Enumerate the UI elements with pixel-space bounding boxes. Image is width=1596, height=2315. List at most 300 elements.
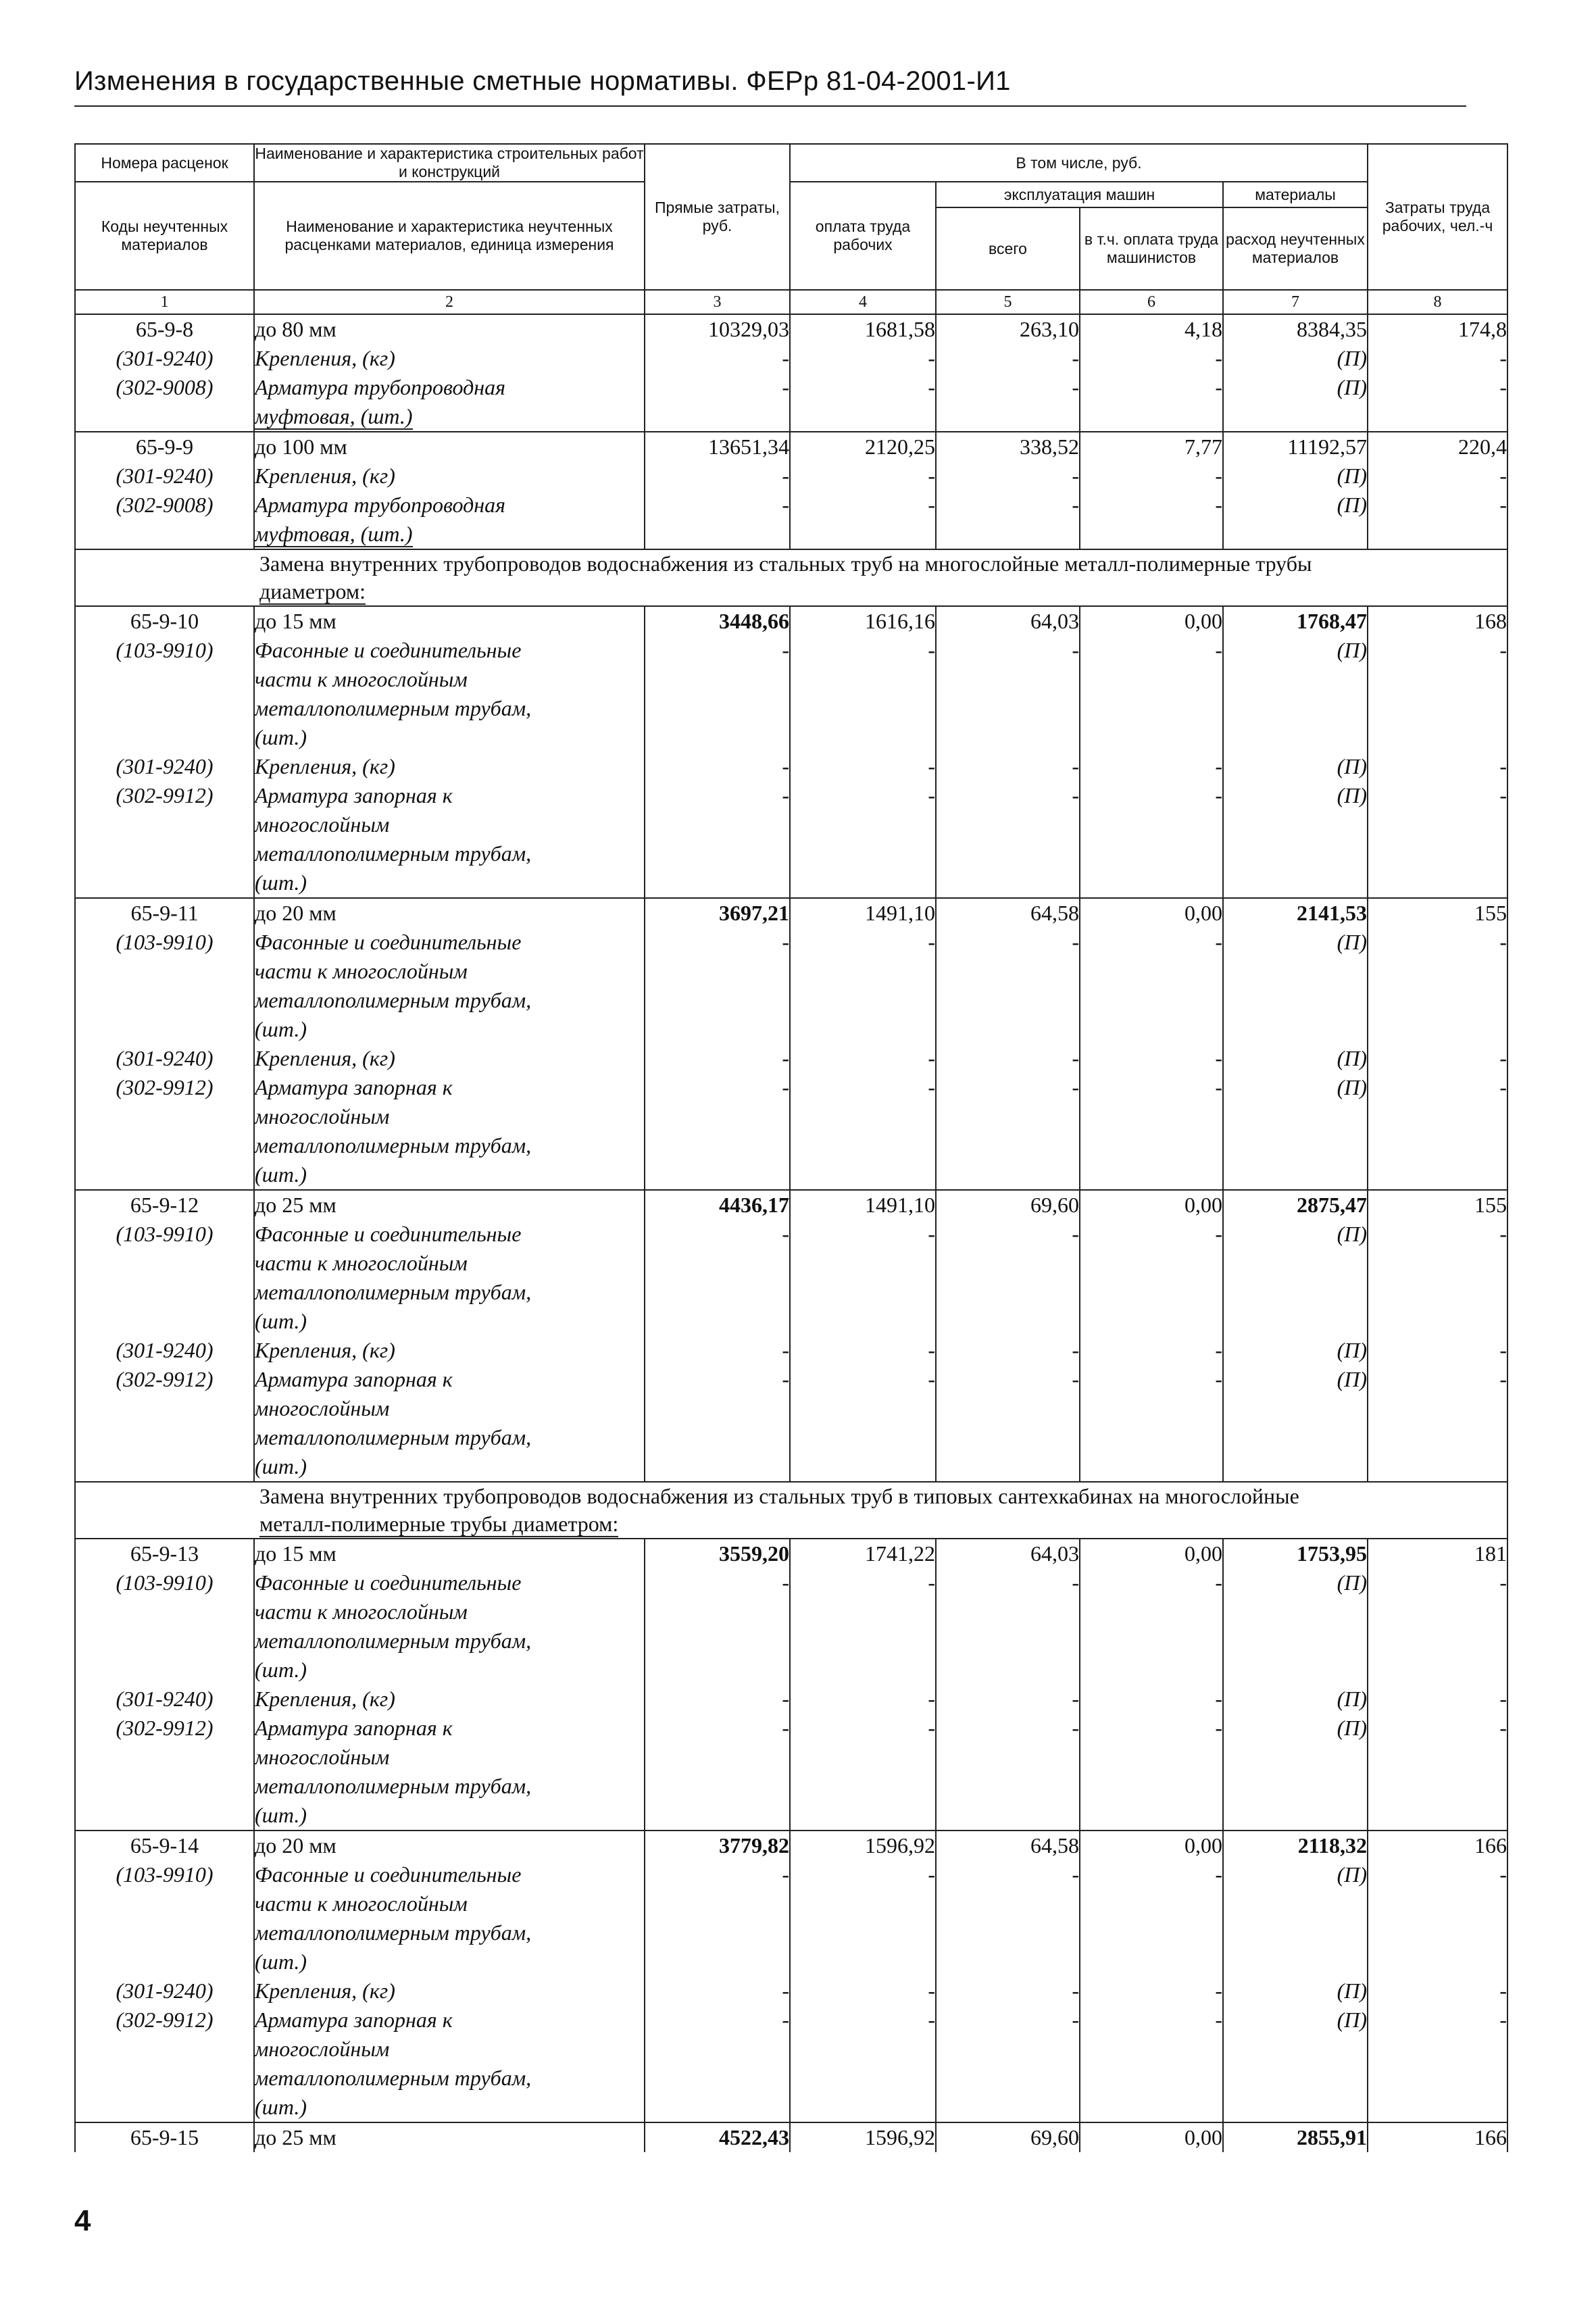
machines-total: -	[936, 781, 1080, 810]
material-row	[75, 1947, 1507, 1976]
materials-value: (П)	[1223, 373, 1368, 402]
labor-pay	[790, 694, 936, 723]
name-text: многослойным	[255, 1396, 390, 1420]
running-header: Изменения в государственные сметные нормативы. ФЕРр 81-04-2001-И1	[74, 66, 1011, 96]
labor-hours: -	[1368, 1976, 1507, 2006]
labor-hours: 181	[1368, 1539, 1507, 1568]
direct-costs	[645, 1249, 790, 1278]
material-code	[75, 665, 254, 694]
material-code	[75, 2093, 254, 2122]
column-number: 6	[1080, 290, 1223, 314]
direct-costs	[645, 694, 790, 723]
direct-costs: -	[645, 1336, 790, 1365]
direct-costs	[645, 1626, 790, 1656]
norms-table	[74, 143, 1508, 2152]
labor-hours	[1368, 1772, 1507, 1801]
material-code	[75, 1423, 254, 1452]
labor-hours	[1368, 839, 1507, 868]
machines-total	[936, 1452, 1080, 1482]
material-row	[75, 1102, 1507, 1131]
material-name	[254, 1918, 645, 1947]
direct-costs: -	[645, 1073, 790, 1102]
material-row	[75, 1714, 1507, 1743]
material-code: (103-9910)	[75, 928, 254, 957]
direct-costs	[645, 839, 790, 868]
machinist-pay	[1080, 1278, 1223, 1307]
name-text: многослойным	[255, 2037, 390, 2061]
material-name	[254, 1160, 645, 1190]
direct-costs: 4522,43	[645, 2122, 790, 2152]
rate-code: 65-9-10	[75, 606, 254, 636]
name-text: (шт.)	[255, 1803, 307, 1827]
material-name	[254, 1685, 645, 1714]
machines-total: 338,52	[936, 432, 1080, 462]
labor-hours: 174,8	[1368, 314, 1507, 344]
machines-total	[936, 723, 1080, 752]
labor-hours: -	[1368, 1365, 1507, 1394]
machinist-pay	[1080, 839, 1223, 868]
column-numbers-row	[75, 290, 1507, 314]
materials-value	[1223, 665, 1368, 694]
name-text: до 20 мм	[255, 1833, 336, 1858]
direct-costs: -	[645, 344, 790, 373]
machinist-pay	[1080, 1394, 1223, 1423]
direct-costs: 13651,34	[645, 432, 790, 462]
machines-total	[936, 810, 1080, 839]
labor-pay	[790, 1423, 936, 1452]
section-heading-row	[75, 1482, 1507, 1539]
material-row	[75, 665, 1507, 694]
direct-costs: -	[645, 1044, 790, 1073]
machines-total	[936, 520, 1080, 549]
machines-total: -	[936, 636, 1080, 665]
material-row	[75, 1597, 1507, 1626]
material-code: (103-9910)	[75, 1568, 254, 1597]
labor-hours: 168	[1368, 606, 1507, 636]
machines-total	[936, 1423, 1080, 1452]
material-code	[75, 1889, 254, 1918]
section-heading-row	[75, 549, 1507, 606]
material-name	[254, 957, 645, 986]
materials-value: (П)	[1223, 1976, 1368, 2006]
materials-value	[1223, 1015, 1368, 1044]
name-text: Фасонные и соединительные	[255, 930, 522, 954]
machines-total	[936, 1918, 1080, 1947]
name-text: муфтовая, (шт.)	[255, 404, 413, 428]
labor-hours	[1368, 2064, 1507, 2093]
name-text: металлополимерным трубам,	[255, 1774, 532, 1798]
material-row	[75, 344, 1507, 373]
labor-pay	[790, 2093, 936, 2122]
material-name	[254, 1423, 645, 1452]
materials-value	[1223, 1597, 1368, 1626]
direct-costs: -	[645, 2006, 790, 2035]
material-code	[75, 1452, 254, 1482]
labor-hours: 166	[1368, 2122, 1507, 2152]
labor-hours: -	[1368, 928, 1507, 957]
rate-name	[254, 1831, 645, 1860]
material-row	[75, 636, 1507, 665]
material-code	[75, 1249, 254, 1278]
direct-costs	[645, 868, 790, 898]
labor-hours	[1368, 1743, 1507, 1772]
material-row	[75, 462, 1507, 491]
labor-pay	[790, 1626, 936, 1656]
machines-total	[936, 402, 1080, 432]
material-row	[75, 1423, 1507, 1452]
labor-hours	[1368, 1160, 1507, 1190]
material-code	[75, 839, 254, 868]
name-text: (шт.)	[255, 2095, 307, 2119]
name-text: Арматура запорная к	[255, 1075, 453, 1099]
material-row	[75, 1220, 1507, 1249]
labor-pay	[790, 810, 936, 839]
machines-total: -	[936, 1220, 1080, 1249]
materials-value	[1223, 1278, 1368, 1307]
machinist-pay: -	[1080, 1336, 1223, 1365]
column-number: 2	[254, 290, 645, 314]
machines-total	[936, 957, 1080, 986]
material-name	[254, 1801, 645, 1831]
rate-row	[75, 1190, 1507, 1220]
labor-hours: 166	[1368, 1831, 1507, 1860]
material-code: (301-9240)	[75, 1976, 254, 2006]
labor-hours: -	[1368, 636, 1507, 665]
direct-costs	[645, 1102, 790, 1131]
material-code: (301-9240)	[75, 1336, 254, 1365]
labor-hours: -	[1368, 1714, 1507, 1743]
material-row	[75, 1656, 1507, 1685]
direct-costs: -	[645, 1220, 790, 1249]
material-name	[254, 1714, 645, 1743]
machines-total	[936, 665, 1080, 694]
material-code	[75, 1918, 254, 1947]
direct-costs: -	[645, 928, 790, 957]
labor-pay: -	[790, 1220, 936, 1249]
rate-name	[254, 898, 645, 928]
material-code	[75, 2035, 254, 2064]
machines-total	[936, 694, 1080, 723]
machines-total	[936, 1394, 1080, 1423]
direct-costs	[645, 1947, 790, 1976]
labor-hours: -	[1368, 1044, 1507, 1073]
labor-hours	[1368, 665, 1507, 694]
header-direct-costs: Прямые затраты, руб.	[645, 144, 790, 290]
labor-hours	[1368, 2035, 1507, 2064]
header-machines: эксплуатация машин	[936, 182, 1223, 207]
labor-pay	[790, 665, 936, 694]
name-text: части к многослойным	[255, 667, 468, 691]
section-heading	[254, 1482, 1507, 1539]
column-number: 7	[1223, 290, 1368, 314]
materials-value	[1223, 723, 1368, 752]
rate-code: 65-9-13	[75, 1539, 254, 1568]
material-name	[254, 1976, 645, 2006]
material-name	[254, 1102, 645, 1131]
column-number: 4	[790, 290, 936, 314]
material-row	[75, 1278, 1507, 1307]
machinist-pay	[1080, 1772, 1223, 1801]
materials-value	[1223, 1423, 1368, 1452]
material-row	[75, 1801, 1507, 1831]
labor-hours: -	[1368, 781, 1507, 810]
labor-hours: -	[1368, 752, 1507, 781]
machines-total: 263,10	[936, 314, 1080, 344]
material-code	[75, 1131, 254, 1160]
labor-hours: -	[1368, 1685, 1507, 1714]
machines-total: -	[936, 1073, 1080, 1102]
labor-pay: -	[790, 344, 936, 373]
material-row	[75, 723, 1507, 752]
material-code	[75, 1015, 254, 1044]
direct-costs: -	[645, 1568, 790, 1597]
materials-value	[1223, 957, 1368, 986]
materials-value: 2141,53	[1223, 898, 1368, 928]
direct-costs: -	[645, 1976, 790, 2006]
materials-value: (П)	[1223, 1044, 1368, 1073]
material-row	[75, 373, 1507, 402]
header-rule	[74, 105, 1466, 107]
labor-hours: 155	[1368, 1190, 1507, 1220]
rate-name	[254, 432, 645, 462]
name-text: металлополимерным трубам,	[255, 1133, 532, 1158]
machines-total	[936, 1772, 1080, 1801]
machines-total	[936, 1160, 1080, 1190]
material-name	[254, 1307, 645, 1336]
material-name	[254, 986, 645, 1015]
material-name	[254, 1278, 645, 1307]
name-text: (шт.)	[255, 1162, 307, 1187]
labor-pay: -	[790, 1336, 936, 1365]
labor-hours: -	[1368, 1073, 1507, 1102]
name-text: Крепления, (кг)	[255, 346, 395, 370]
direct-costs	[645, 1015, 790, 1044]
labor-pay: -	[790, 462, 936, 491]
header-machines-incl: в т.ч. оплата труда машинистов	[1080, 207, 1223, 290]
materials-value: 1753,95	[1223, 1539, 1368, 1568]
material-code	[75, 1656, 254, 1685]
machinist-pay: -	[1080, 462, 1223, 491]
materials-value	[1223, 2035, 1368, 2064]
rate-row	[75, 432, 1507, 462]
direct-costs	[645, 2093, 790, 2122]
name-text: Фасонные и соединительные	[255, 1862, 522, 1887]
direct-costs: -	[645, 636, 790, 665]
material-name	[254, 1947, 645, 1976]
direct-costs	[645, 1889, 790, 1918]
labor-pay: 1491,10	[790, 898, 936, 928]
header-materials: материалы	[1223, 182, 1368, 207]
machines-total	[936, 2035, 1080, 2064]
materials-value	[1223, 810, 1368, 839]
labor-hours	[1368, 694, 1507, 723]
labor-pay	[790, 1102, 936, 1131]
labor-pay	[790, 723, 936, 752]
labor-pay	[790, 1656, 936, 1685]
labor-pay: -	[790, 491, 936, 520]
material-row	[75, 1918, 1507, 1947]
material-row	[75, 1568, 1507, 1597]
labor-pay: 1616,16	[790, 606, 936, 636]
labor-hours	[1368, 1423, 1507, 1452]
machines-total: -	[936, 373, 1080, 402]
labor-pay	[790, 2064, 936, 2093]
material-name	[254, 1597, 645, 1626]
material-code	[75, 520, 254, 549]
material-name	[254, 694, 645, 723]
material-row	[75, 402, 1507, 432]
material-code	[75, 1772, 254, 1801]
labor-pay: 1491,10	[790, 1190, 936, 1220]
labor-pay: -	[790, 1568, 936, 1597]
direct-costs: -	[645, 373, 790, 402]
materials-value: (П)	[1223, 1685, 1368, 1714]
machinist-pay: -	[1080, 636, 1223, 665]
name-text: до 25 мм	[255, 2125, 336, 2149]
machines-total	[936, 1947, 1080, 1976]
material-code	[75, 810, 254, 839]
labor-pay: -	[790, 373, 936, 402]
labor-pay	[790, 1801, 936, 1831]
material-code: (301-9240)	[75, 462, 254, 491]
materials-value: (П)	[1223, 928, 1368, 957]
materials-value: 2875,47	[1223, 1190, 1368, 1220]
header-materials-usage: расход неучтенных материалов	[1223, 207, 1368, 290]
labor-hours	[1368, 1307, 1507, 1336]
materials-value: (П)	[1223, 491, 1368, 520]
material-name	[254, 1015, 645, 1044]
machinist-pay: 0,00	[1080, 606, 1223, 636]
machinist-pay	[1080, 665, 1223, 694]
labor-hours: 220,4	[1368, 432, 1507, 462]
labor-pay	[790, 2035, 936, 2064]
labor-hours: -	[1368, 1336, 1507, 1365]
material-code: (302-9008)	[75, 373, 254, 402]
machinist-pay	[1080, 986, 1223, 1015]
name-text: Крепления, (кг)	[255, 1338, 395, 1362]
material-code	[75, 1626, 254, 1656]
machinist-pay: 0,00	[1080, 1190, 1223, 1220]
labor-pay: -	[790, 752, 936, 781]
direct-costs: -	[645, 462, 790, 491]
labor-hours	[1368, 810, 1507, 839]
machines-total	[936, 1801, 1080, 1831]
name-text: (шт.)	[255, 1658, 307, 1682]
machines-total: -	[936, 1976, 1080, 2006]
material-code	[75, 1160, 254, 1190]
labor-pay: 1596,92	[790, 2122, 936, 2152]
header-labor-hours: Затраты труда рабочих, чел.-ч	[1368, 144, 1507, 290]
machines-total: -	[936, 1336, 1080, 1365]
name-text: (шт.)	[255, 1949, 307, 1974]
machines-total: -	[936, 491, 1080, 520]
direct-costs: 3779,82	[645, 1831, 790, 1860]
rate-code: 65-9-14	[75, 1831, 254, 1860]
machinist-pay	[1080, 1801, 1223, 1831]
labor-pay: 1681,58	[790, 314, 936, 344]
labor-hours	[1368, 2093, 1507, 2122]
direct-costs	[645, 1423, 790, 1452]
material-code: (301-9240)	[75, 1044, 254, 1073]
machines-total	[936, 1626, 1080, 1656]
direct-costs: -	[645, 1365, 790, 1394]
name-text: Арматура запорная к	[255, 1716, 453, 1740]
labor-hours: -	[1368, 1220, 1507, 1249]
column-number: 3	[645, 290, 790, 314]
labor-pay	[790, 1597, 936, 1626]
name-text: части к многослойным	[255, 1599, 468, 1624]
materials-value	[1223, 1131, 1368, 1160]
name-text: Арматура запорная к	[255, 1367, 453, 1391]
name-text: металлополимерным трубам,	[255, 1425, 532, 1449]
material-name	[254, 2093, 645, 2122]
material-row	[75, 1889, 1507, 1918]
name-text: до 20 мм	[255, 901, 336, 925]
materials-value	[1223, 1918, 1368, 1947]
materials-value: (П)	[1223, 752, 1368, 781]
machines-total	[936, 839, 1080, 868]
labor-pay	[790, 1394, 936, 1423]
machinist-pay	[1080, 1743, 1223, 1772]
materials-value	[1223, 1307, 1368, 1336]
name-text: (шт.)	[255, 870, 307, 895]
machinist-pay: -	[1080, 1714, 1223, 1743]
table-header	[75, 144, 1507, 314]
direct-costs: 10329,03	[645, 314, 790, 344]
machinist-pay	[1080, 868, 1223, 898]
materials-value	[1223, 868, 1368, 898]
materials-value: (П)	[1223, 344, 1368, 373]
rate-code: 65-9-9	[75, 432, 254, 462]
labor-pay: -	[790, 1044, 936, 1073]
material-name	[254, 2035, 645, 2064]
labor-hours	[1368, 1626, 1507, 1656]
direct-costs	[645, 1918, 790, 1947]
material-row	[75, 1131, 1507, 1160]
material-row	[75, 1044, 1507, 1073]
labor-hours: -	[1368, 491, 1507, 520]
header-codes-bottom: Коды неучтенных материалов	[75, 182, 254, 290]
direct-costs	[645, 1452, 790, 1482]
material-row	[75, 810, 1507, 839]
name-text: Крепления, (кг)	[255, 1046, 395, 1070]
section-heading	[254, 549, 1507, 606]
material-row	[75, 2006, 1507, 2035]
labor-hours	[1368, 1656, 1507, 1685]
materials-value: (П)	[1223, 1365, 1368, 1394]
material-row	[75, 1307, 1507, 1336]
name-text: Фасонные и соединительные	[255, 1222, 522, 1246]
header-labor-pay: оплата труда рабочих	[790, 182, 936, 290]
materials-value	[1223, 1249, 1368, 1278]
direct-costs	[645, 957, 790, 986]
labor-pay: -	[790, 1685, 936, 1714]
material-row	[75, 1394, 1507, 1423]
machinist-pay: -	[1080, 1073, 1223, 1102]
rate-code: 65-9-15	[75, 2122, 254, 2152]
rate-row	[75, 1539, 1507, 1568]
material-name	[254, 1249, 645, 1278]
material-code	[75, 868, 254, 898]
direct-costs	[645, 1131, 790, 1160]
name-text: Арматура трубопроводная	[255, 493, 506, 517]
machinist-pay	[1080, 1015, 1223, 1044]
direct-costs: 4436,17	[645, 1190, 790, 1220]
labor-pay: -	[790, 1365, 936, 1394]
labor-hours	[1368, 1918, 1507, 1947]
material-name	[254, 1044, 645, 1073]
direct-costs: -	[645, 491, 790, 520]
